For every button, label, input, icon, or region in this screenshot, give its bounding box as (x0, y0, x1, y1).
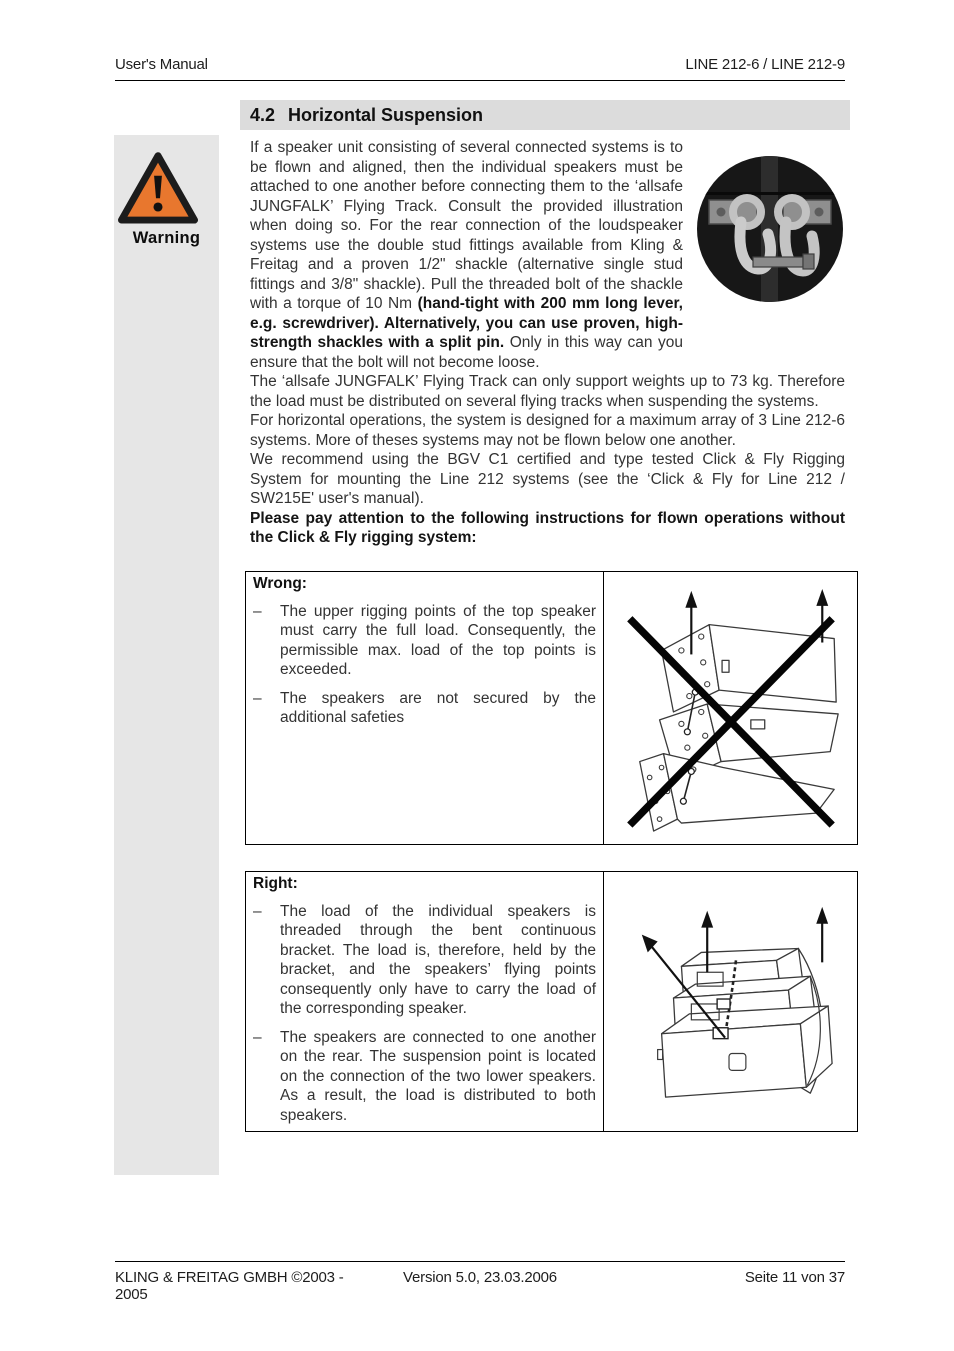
bullet-marker: – (253, 1028, 262, 1046)
warning-label: Warning (132, 229, 201, 247)
section-number: 4.2 (250, 105, 276, 125)
wrong-box-text (246, 572, 604, 844)
list-item (253, 1028, 596, 1126)
shackle-photo (695, 154, 845, 372)
right-box (245, 871, 858, 1133)
section-title: Horizontal Suspension (288, 105, 484, 125)
list-item (253, 902, 596, 1019)
footer-version-text: Version 5.0, 23.03.2006 (403, 1269, 557, 1286)
warning-triangle-icon (114, 147, 219, 227)
wrong-bullet-1: The upper rigging points of the top speaker must carry the full load. Consequently, the permissible max. load of the top points is exceeded. (280, 602, 596, 678)
bullet-marker: – (253, 602, 262, 620)
list-item (253, 602, 596, 680)
intro-text-end: Only in this way can you ensure that the bolt will not become loose. (250, 334, 683, 371)
paragraph-horizontal-ops: For horizontal operations, the system is designed for a maximum array of 3 Line 212-6 systems. More of theses systems may not be flown below one another. (250, 412, 845, 449)
intro-text-bold: (hand-tight with 200 mm long lever, e.g. screwdriver). Alternatively, you can use proven, high-strength shackles with a split pin. (250, 295, 683, 351)
list-item (253, 689, 596, 728)
main-content (250, 100, 845, 1132)
wrong-box-title: Wrong: (253, 574, 307, 592)
right-bullet-2: The speakers are connected to one another on the rear. The suspension point is located on the connection of the two lower speakers. As a result, the load is distributed to both speakers. (280, 1028, 596, 1124)
header-left-text: User's Manual (115, 56, 208, 73)
bullet-marker: – (253, 902, 262, 920)
page-header (115, 56, 845, 81)
bullet-marker: – (253, 689, 262, 707)
paragraph-attention: Please pay attention to the following instructions for flown operations without the Click & Fly rigging system: (250, 509, 845, 546)
right-bullet-1: The load of the individual speakers is threaded through the bent continuous bracket. The load is, therefore, held by the bracket, and the speakers’ flying points consequently only have to carry the load of the corresponding speaker. (280, 902, 596, 1017)
intro-row (250, 138, 845, 372)
intro-paragraph (250, 138, 683, 372)
intro-text-normal: If a speaker unit consisting of several connected systems is to be flown and aligned, then the individual speakers must be attached to one another before connecting them to the ‘allsafe JUNGFALK’ Flying Track. Consult the provided illustration when doing so. For the rear connection of the loudspeaker systems use the double stud fittings available from Kling & Freitag and a proven 1/2" shackle (alternative single stud fittings and 3/8" shackle). Pull the threaded bolt of the shackle with a torque of 10 Nm (250, 139, 683, 312)
wrong-box (245, 571, 858, 845)
paragraph-recommendation: We recommend using the BGV C1 certified and type tested Click & Fly Rigging System for mounting the Line 212 systems (see the ‘Click & Fly for Line 212 / SW215E' user's manual). (250, 451, 845, 507)
paragraph-flying-track: The ‘allsafe JUNGFALK’ Flying Track can only support weights up to 73 kg. Therefore the load must be distributed on several flying tracks when suspending the systems. (250, 373, 845, 410)
right-diagram (604, 872, 857, 1132)
right-box-text (246, 872, 604, 1132)
section-heading (240, 100, 850, 130)
page-footer (115, 1261, 845, 1303)
footer-left-text: KLING & FREITAG GMBH ©2003 - 2005 (115, 1269, 344, 1303)
wrong-diagram (604, 572, 857, 844)
header-right-text: LINE 212-6 / LINE 212-9 (685, 56, 845, 73)
footer-page-number: Seite 11 von 37 (744, 1269, 845, 1286)
right-box-title: Right: (253, 874, 298, 892)
wrong-bullet-2: The speakers are not secured by the additional safeties (280, 689, 596, 726)
warning-sidebar (114, 135, 219, 1175)
